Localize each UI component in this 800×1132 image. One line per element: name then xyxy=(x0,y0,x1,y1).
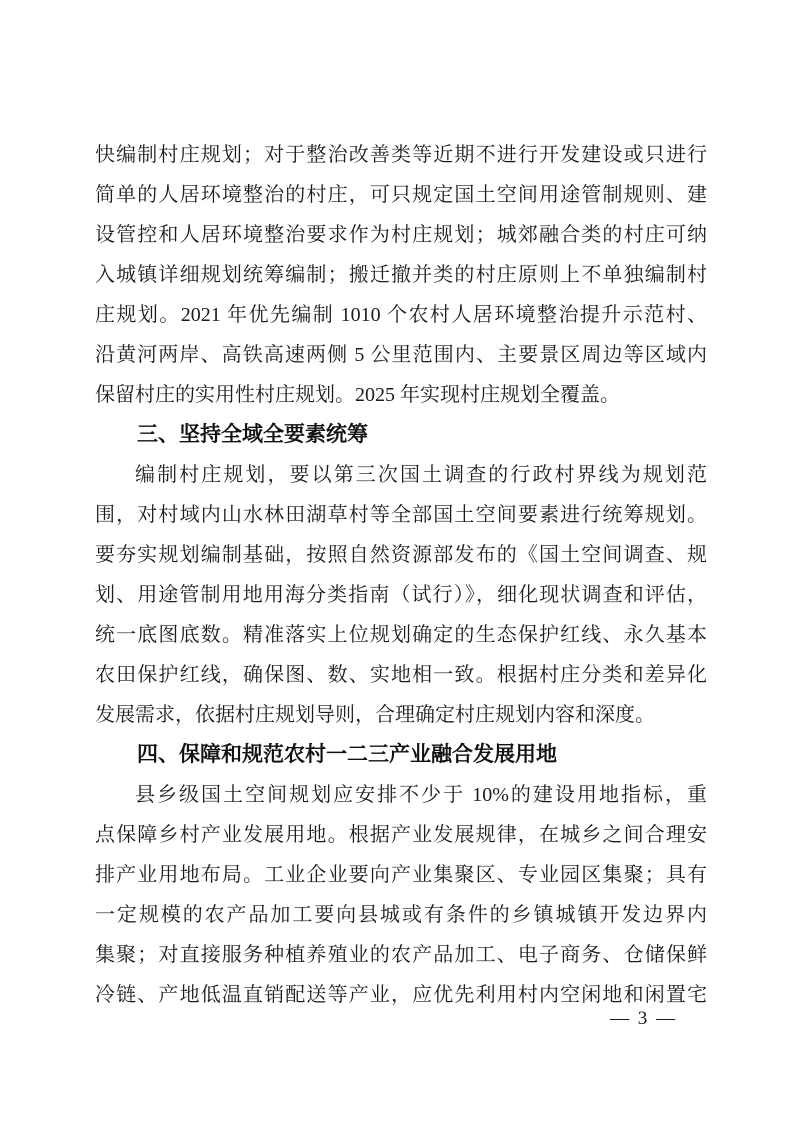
page-number: — 3 — xyxy=(610,1008,677,1029)
text-line: 集聚；对直接服务种植养殖业的农产品加工、电子商务、仓储保鲜 xyxy=(95,944,707,966)
text-line: 入城镇详细规划统筹编制；搬迁撤并类的村庄原则上不单独编制村 xyxy=(95,264,707,286)
text-line: 保留村庄的实用性村庄规划。2025 年实现村庄规划全覆盖。 xyxy=(95,384,620,406)
text-line: 冷链、产地低温直销配送等产业，应优先利用村内空闲地和闲置宅 xyxy=(95,984,707,1006)
text-line: 沿黄河两岸、高铁高速两侧 5 公里范围内、主要景区周边等区域内 xyxy=(95,344,707,366)
document-body xyxy=(95,135,707,1015)
text-line: 发展需求，依据村庄规划导则，合理确定村庄规划内容和深度。 xyxy=(95,704,655,726)
text-line: 设管控和人居环境整治要求作为村庄规划；城郊融合类的村庄可纳 xyxy=(95,224,707,246)
text-line: 县乡级国土空间规划应安排不少于 10%的建设用地指标，重 xyxy=(135,784,707,806)
text-line: 统一底图底数。精准落实上位规划确定的生态保护红线、永久基本 xyxy=(95,624,707,646)
text-line: 点保障乡村产业发展用地。根据产业发展规律，在城乡之间合理安 xyxy=(95,824,707,846)
section-heading: 三、坚持全域全要素统筹 xyxy=(137,423,368,446)
text-line: 要夯实规划编制基础，按照自然资源部发布的《国土空间调查、规 xyxy=(95,544,707,566)
text-line: 编制村庄规划，要以第三次国土调查的行政村界线为规划范 xyxy=(135,464,707,486)
text-line: 快编制村庄规划；对于整治改善类等近期不进行开发建设或只进行 xyxy=(95,144,707,166)
section-heading: 四、保障和规范农村一二三产业融合发展用地 xyxy=(137,743,557,766)
text-line: 农田保护红线，确保图、数、实地相一致。根据村庄分类和差异化 xyxy=(95,664,707,686)
text-line: 划、用途管制用地用海分类指南（试行）》，细化现状调查和评估， xyxy=(95,584,707,606)
text-line: 围，对村域内山水林田湖草村等全部国土空间要素进行统筹规划。 xyxy=(95,504,707,526)
text-line: 一定规模的农产品加工要向县城或有条件的乡镇城镇开发边界内 xyxy=(95,904,707,926)
text-line: 庄规划。2021 年优先编制 1010 个农村人居环境整治提升示范村、 xyxy=(95,304,707,326)
text-line: 排产业用地布局。工业企业要向产业集聚区、专业园区集聚；具有 xyxy=(95,864,707,886)
text-line: 简单的人居环境整治的村庄，可只规定国土空间用途管制规则、建 xyxy=(95,184,707,206)
